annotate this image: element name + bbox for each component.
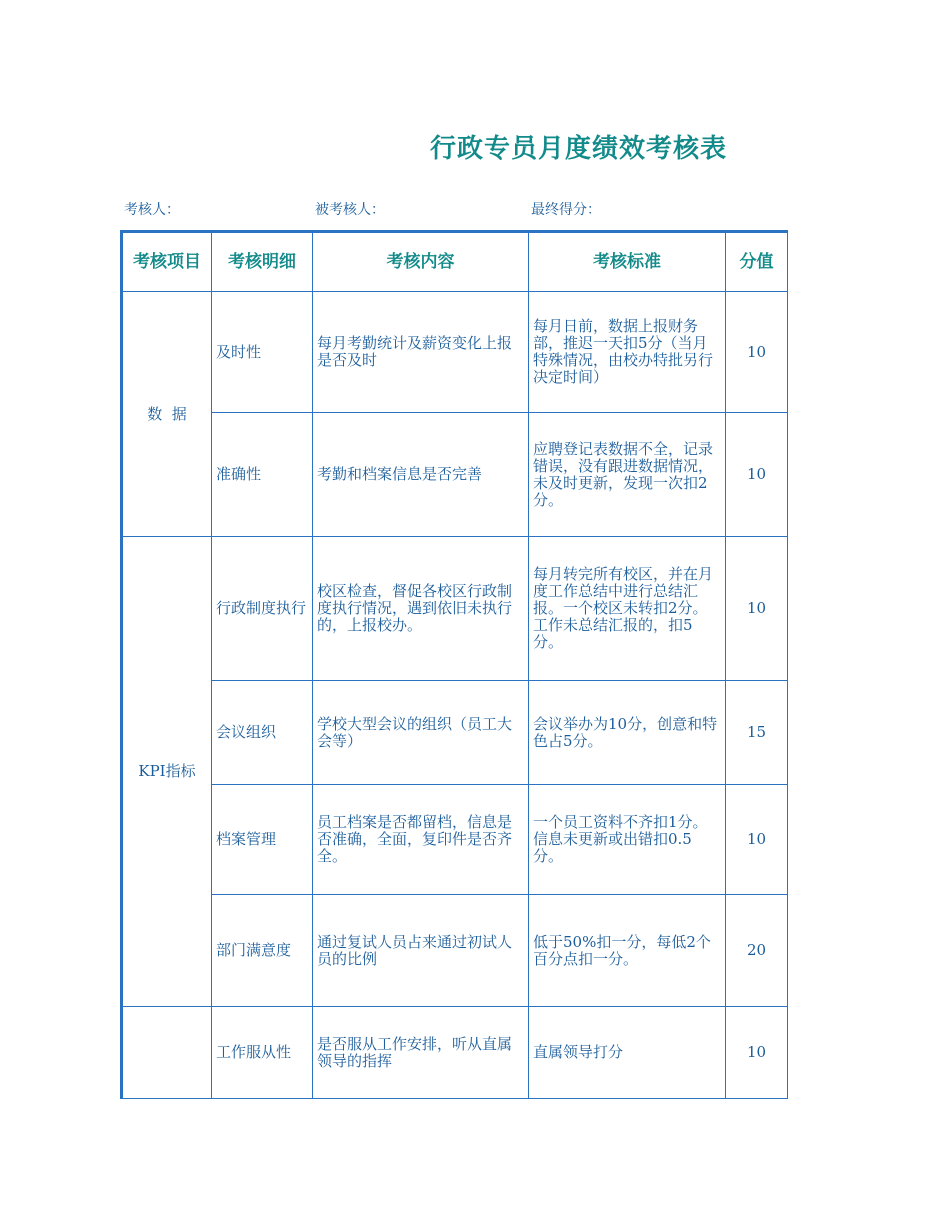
row-standard: 会议举办为10分，创意和特色占5分。 (529, 681, 726, 785)
row-detail: 部门满意度 (212, 895, 313, 1007)
reviewee-label: 被考核人： (315, 202, 385, 218)
final-score-label: 最终得分： (531, 202, 601, 218)
table-row (122, 895, 788, 1007)
row-detail: 会议组织 (212, 681, 313, 785)
row-content: 校区检查，督促各校区行政制度执行情况，遇到依旧未执行的，上报校办。 (313, 537, 529, 681)
row-standard: 应聘登记表数据不全，记录错误，没有跟进数据情况，未及时更新，发现一次扣2分。 (529, 413, 726, 537)
row-score: 10 (726, 537, 788, 681)
assessment-table (120, 230, 788, 1099)
table-row (122, 1007, 788, 1099)
row-detail: 行政制度执行 (212, 537, 313, 681)
table-row (122, 785, 788, 895)
header-content: 考核内容 (313, 232, 529, 292)
row-standard: 每月日前，数据上报财务部，推迟一天扣5分（当月特殊情况，由校办特批另行决定时间） (529, 292, 726, 413)
row-content: 员工档案是否都留档，信息是否准确，全面，复印件是否齐全。 (313, 785, 529, 895)
row-detail: 档案管理 (212, 785, 313, 895)
header-detail: 考核明细 (212, 232, 313, 292)
row-detail: 准确性 (212, 413, 313, 537)
row-score: 10 (726, 413, 788, 537)
table-row (122, 413, 788, 537)
page-title: 行政专员月度绩效考核表 (430, 134, 728, 164)
row-content: 是否服从工作安排，听从直属领导的指挥 (313, 1007, 529, 1099)
row-content: 每月考勤统计及薪资变化上报是否及时 (313, 292, 529, 413)
category-kpi: KPI指标 (122, 537, 212, 1007)
row-content: 学校大型会议的组织（员工大会等） (313, 681, 529, 785)
header-standard: 考核标准 (529, 232, 726, 292)
row-standard: 一个员工资料不齐扣1分。信息未更新或出错扣0.5分。 (529, 785, 726, 895)
reviewer-label: 考核人： (124, 202, 180, 218)
category-empty (122, 1007, 212, 1099)
row-score: 20 (726, 895, 788, 1007)
table-header-row (122, 232, 788, 292)
row-standard: 低于50%扣一分，每低2个百分点扣一分。 (529, 895, 726, 1007)
row-standard: 每月转完所有校区，并在月度工作总结中进行总结汇报。一个校区未转扣2分。工作未总结汇报的，扣5分。 (529, 537, 726, 681)
row-score: 10 (726, 785, 788, 895)
table-row (122, 681, 788, 785)
row-score: 15 (726, 681, 788, 785)
row-content: 考勤和档案信息是否完善 (313, 413, 529, 537)
table-row (122, 292, 788, 413)
row-content: 通过复试人员占来通过初试人员的比例 (313, 895, 529, 1007)
row-standard: 直属领导打分 (529, 1007, 726, 1099)
category-data: 数 据 (122, 292, 212, 537)
header-score: 分值 (726, 232, 788, 292)
row-detail: 工作服从性 (212, 1007, 313, 1099)
header-category: 考核项目 (122, 232, 212, 292)
row-score: 10 (726, 292, 788, 413)
row-score: 10 (726, 1007, 788, 1099)
table-row (122, 537, 788, 681)
row-detail: 及时性 (212, 292, 313, 413)
